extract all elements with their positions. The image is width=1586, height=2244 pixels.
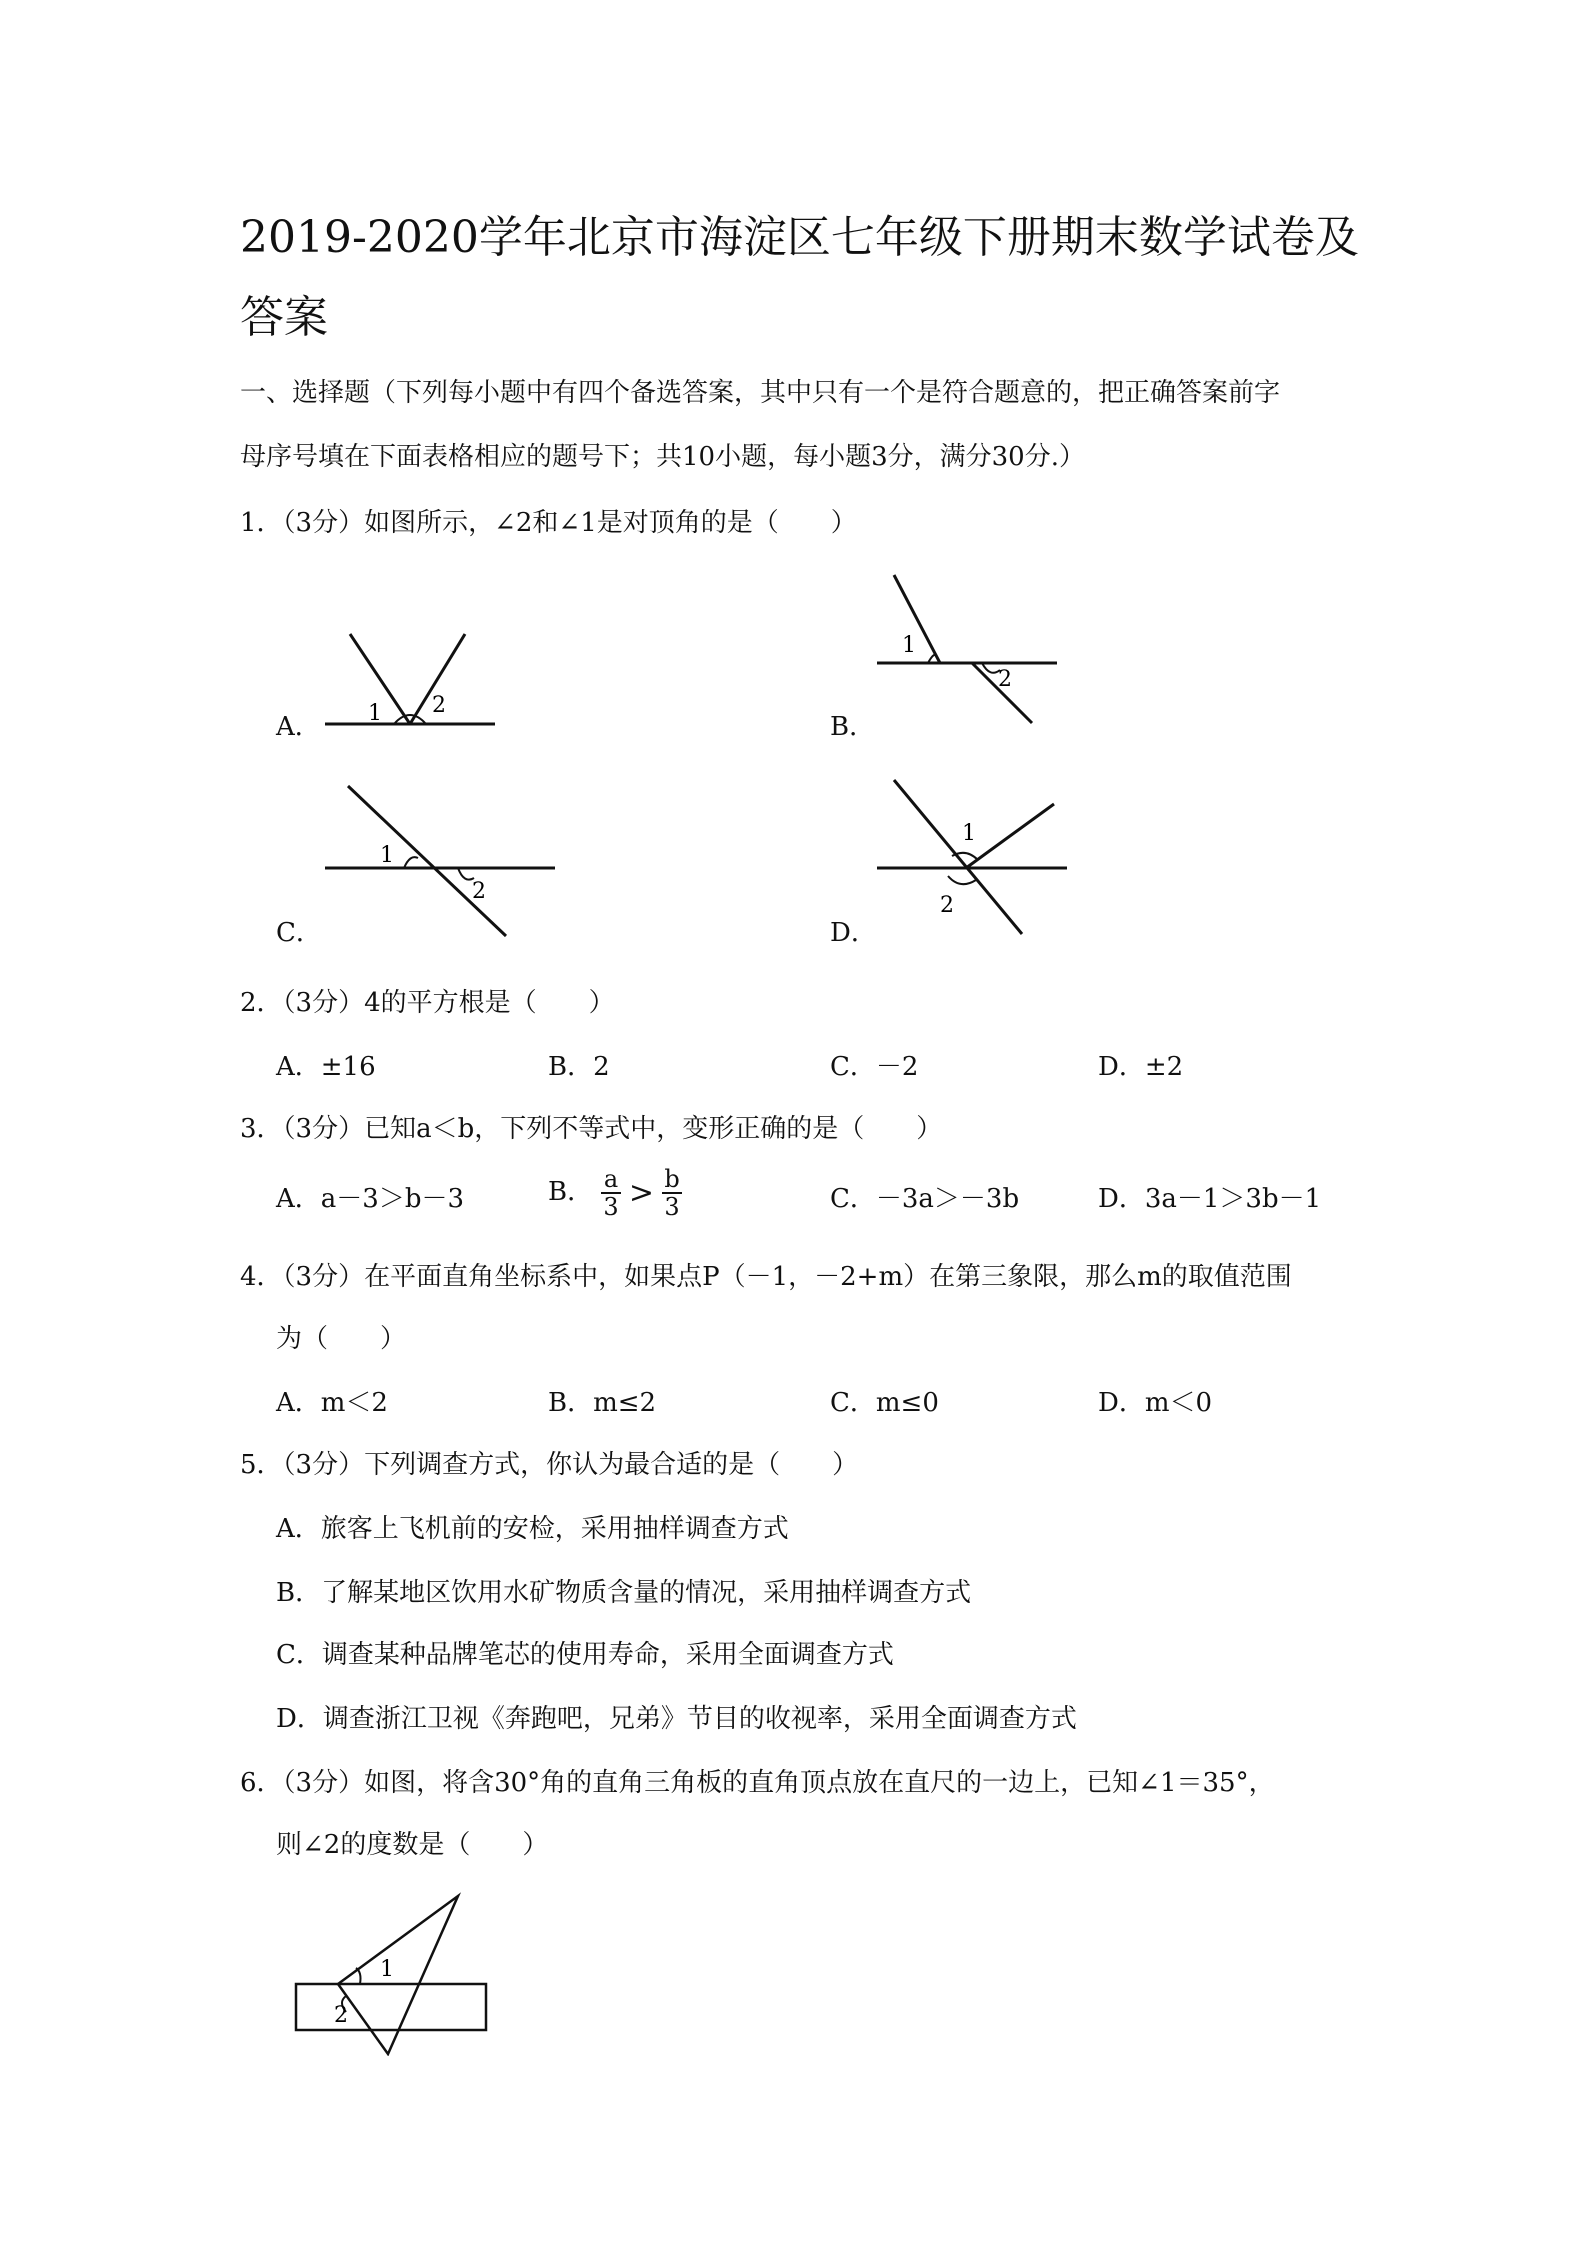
q3-fraction-right-denominator: 3 [664,1193,680,1221]
q1-option-c-label: C． [276,918,322,948]
q2-option-b: B．2 [548,1052,610,1082]
q6-stem-line-1: 6．（3分）如图，将含30°角的直角三角板的直角顶点放在直尺的一边上，已知∠1＝35°， [240,1768,1275,1798]
q5-stem: 5．（3分）下列调查方式，你认为最合适的是（ ） [240,1450,859,1480]
q3-option-b [548,1166,682,1220]
q5-option-b: B．了解某地区饮用水矿物质含量的情况，采用抽样调查方式 [276,1578,972,1608]
q3-option-d: D．3a－1＞3b－1 [1098,1184,1322,1214]
q5-option-d: D．调查浙江卫视《奔跑吧，兄弟》节目的收视率，采用全面调查方式 [276,1704,1077,1734]
section-instruction-line-1: 一、选择题（下列每小题中有四个备选答案，其中只有一个是符合题意的，把正确答案前字 [240,378,1281,408]
q2-option-d: D．±2 [1098,1052,1184,1082]
q1-figure-c [320,782,560,942]
q4-option-b: B．m≤2 [548,1388,657,1418]
page-title: 2019-2020学年北京市海淀区七年级下册期末数学试卷及答案 [240,212,1359,343]
q1-stem: 1．（3分）如图所示，∠2和∠1是对顶角的是（ ） [240,508,857,538]
q3-fraction-left-numerator: a [601,1166,620,1194]
q1-option-a-label: A． [276,712,321,742]
q3-greater-sign: > [628,1175,655,1211]
q1-option-d-label: D． [830,918,877,948]
q5-option-c: C．调查某种品牌笔芯的使用寿命，采用全面调查方式 [276,1640,894,1670]
q6-angle-2-label: 2 [334,2003,348,2028]
q1-option-b-label: B． [830,712,876,742]
section-instruction-line-2: 母序号填在下面表格相应的题号下；共10小题，每小题3分，满分30分.） [240,442,1085,472]
q1-a-angle-1-label: 1 [368,701,382,726]
q1-d-angle-2-label: 2 [940,893,954,918]
q2-stem: 2．（3分）4的平方根是（ ） [240,988,615,1018]
q1-figure-a [320,628,500,730]
q1-figure-d [872,776,1072,940]
q6-ruler [296,1984,486,2030]
q1-d-angle-1-label: 1 [962,821,976,846]
q2-option-a: A．±16 [276,1052,376,1082]
q3-option-c: C．－3a＞－3b [830,1184,1020,1214]
q3-option-b-label: B． [548,1177,594,1207]
q4-option-d: D．m＜0 [1098,1388,1213,1418]
q6-figure-ruler-triangle [290,1886,500,2056]
q1-c-angle-2-label: 2 [472,879,486,904]
q1-figure-b [872,570,1062,730]
q1-b-angle-1-label: 1 [902,633,916,658]
q4-stem-line-1: 4．（3分）在平面直角坐标系中，如果点P（－1，－2+m）在第三象限，那么m的取值范围 [240,1262,1292,1292]
q6-stem-line-2: 则∠2的度数是（ ） [276,1830,549,1860]
q3-fraction-right [662,1166,681,1220]
q1-c-angle-1-label: 1 [380,843,394,868]
q4-stem-line-2: 为（ ） [276,1324,407,1354]
q3-stem: 3．（3分）已知a＜b，下列不等式中，变形正确的是（ ） [240,1114,943,1144]
q3-fraction-left-denominator: 3 [603,1193,619,1221]
q4-option-a: A．m＜2 [276,1388,388,1418]
q3-fraction-right-numerator: b [664,1165,680,1193]
q3-fraction-left [601,1166,620,1220]
q5-option-a: A．旅客上飞机前的安检，采用抽样调查方式 [276,1514,789,1544]
q1-a-angle-2-label: 2 [432,693,446,718]
q6-angle-1-label: 1 [380,1957,394,1982]
q4-option-c: C．m≤0 [830,1388,939,1418]
q2-option-c: C．－2 [830,1052,919,1082]
q3-option-a: A．a－3＞b－3 [276,1184,465,1214]
q1-b-angle-2-label: 2 [998,667,1012,692]
